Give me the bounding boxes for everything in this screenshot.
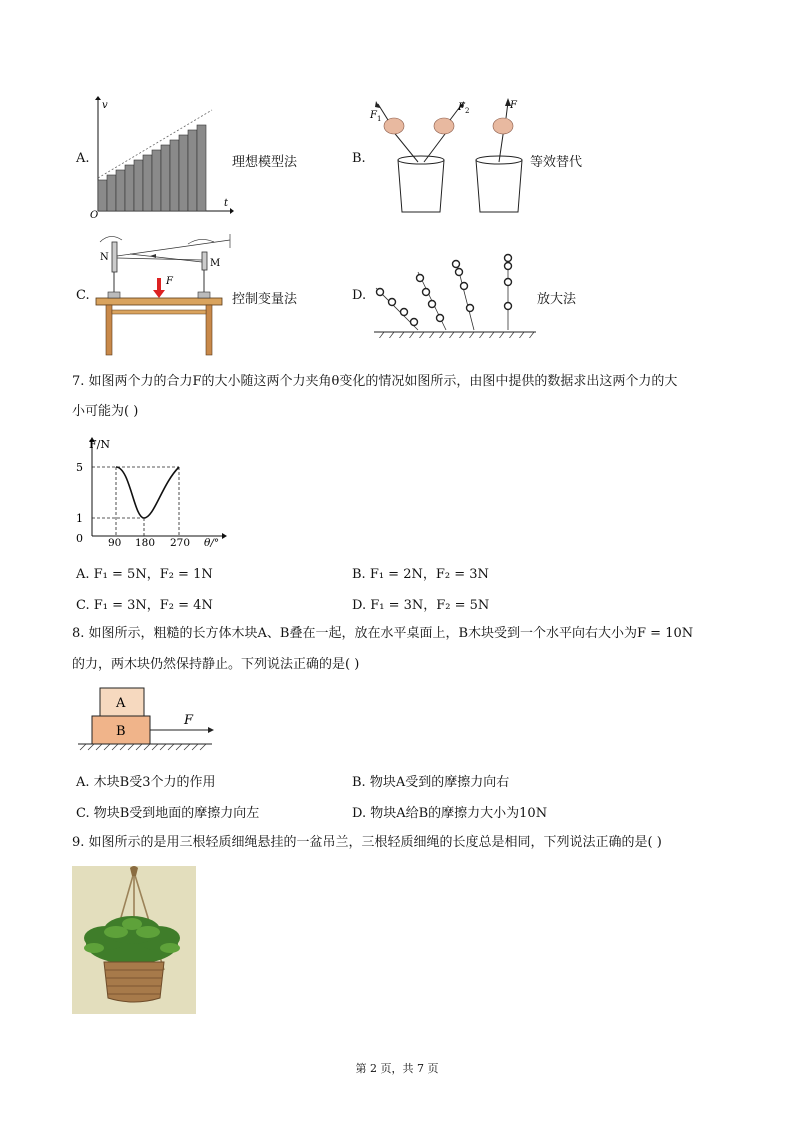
fig-b-f1-sub: 1: [377, 115, 382, 123]
q6-option-a-label: 理想模型法: [232, 155, 298, 170]
q6-option-c-letter: C.: [76, 288, 90, 303]
q7-y0: 0: [76, 532, 83, 545]
q8-block-a-label: A: [116, 696, 126, 711]
q7-x180: 180: [135, 537, 156, 548]
q7-y1: 1: [76, 512, 83, 525]
figure-b-equivalent: [366, 96, 536, 218]
q7-xlabel: θ/°: [204, 537, 220, 548]
fig-c-f-label: F: [166, 276, 173, 287]
q9-stem-line1: 9. 如图所示的是用三根轻质细绳悬挂的一盆吊兰，三根轻质细绳的长度总是相同，下列说法正确的是( ): [72, 835, 662, 850]
q8-option-d: D. 物块A给B的摩擦力大小为10N: [352, 806, 548, 821]
figure-d-balls: [370, 248, 540, 338]
q6-option-b-letter: B.: [352, 151, 366, 166]
q9-hanging-plant-photo: [72, 866, 196, 1014]
fig-a-t-label: t: [224, 198, 229, 209]
q6-option-c-label: 控制变量法: [232, 292, 298, 307]
fig-a-v-label: v: [102, 100, 108, 111]
fig-c-m-label: M: [210, 258, 221, 269]
q7-graph: [72, 434, 232, 548]
figure-a-vt-graph: [84, 96, 234, 222]
fig-a-o-label: O: [90, 210, 99, 221]
q7-option-d: D. F₁ = 3N，F₂ = 5N: [352, 598, 490, 613]
page-footer: 第 2 页，共 7 页: [355, 1062, 439, 1075]
fig-b-f1-label: F: [370, 110, 377, 121]
q8-option-c: C. 物块B受到地面的摩擦力向左: [76, 806, 260, 821]
q7-y5: 5: [76, 461, 83, 474]
q6-option-d-letter: D.: [352, 288, 367, 303]
q8-stem-line1: 8. 如图所示，粗糙的长方体木块A、B叠在一起，放在水平桌面上，B木块受到一个水平向右大小为F = 10N: [72, 626, 694, 641]
fig-b-f2-label: F: [458, 102, 465, 113]
q8-option-a: A. 木块B受3个力的作用: [76, 775, 216, 790]
q6-option-d-label: 放大法: [537, 292, 577, 307]
q8-blocks-figure: [74, 686, 224, 754]
q6-option-b-label: 等效替代: [530, 155, 583, 170]
fig-b-f2-sub: 2: [465, 107, 470, 115]
q7-stem-line2: 小可能为( ): [72, 404, 139, 419]
q7-option-a: A. F₁ = 5N，F₂ = 1N: [76, 567, 213, 582]
q7-option-c: C. F₁ = 3N，F₂ = 4N: [76, 598, 213, 613]
fig-c-n-label: N: [100, 252, 109, 263]
q6-option-a-letter: A.: [76, 151, 90, 166]
fig-b-f-label: F: [510, 100, 517, 111]
q8-block-b-label: B: [116, 724, 126, 739]
q8-stem-line2: 的力，两木块仍然保持静止。下列说法正确的是( ): [72, 657, 360, 672]
q7-x270: 270: [170, 537, 191, 548]
q7-option-b: B. F₁ = 2N，F₂ = 3N: [352, 567, 489, 582]
q7-ylabel: F/N: [89, 438, 110, 451]
q7-x90: 90: [108, 537, 122, 548]
figure-c-table-mirrors: [90, 234, 240, 358]
q7-stem-line1: 7. 如图两个力的合力F的大小随这两个力夹角θ变化的情况如图所示，由图中提供的数据求出这两个力的大: [72, 374, 678, 389]
q8-force-label: F: [184, 713, 194, 728]
q8-option-b: B. 物块A受到的摩擦力向右: [352, 775, 510, 790]
